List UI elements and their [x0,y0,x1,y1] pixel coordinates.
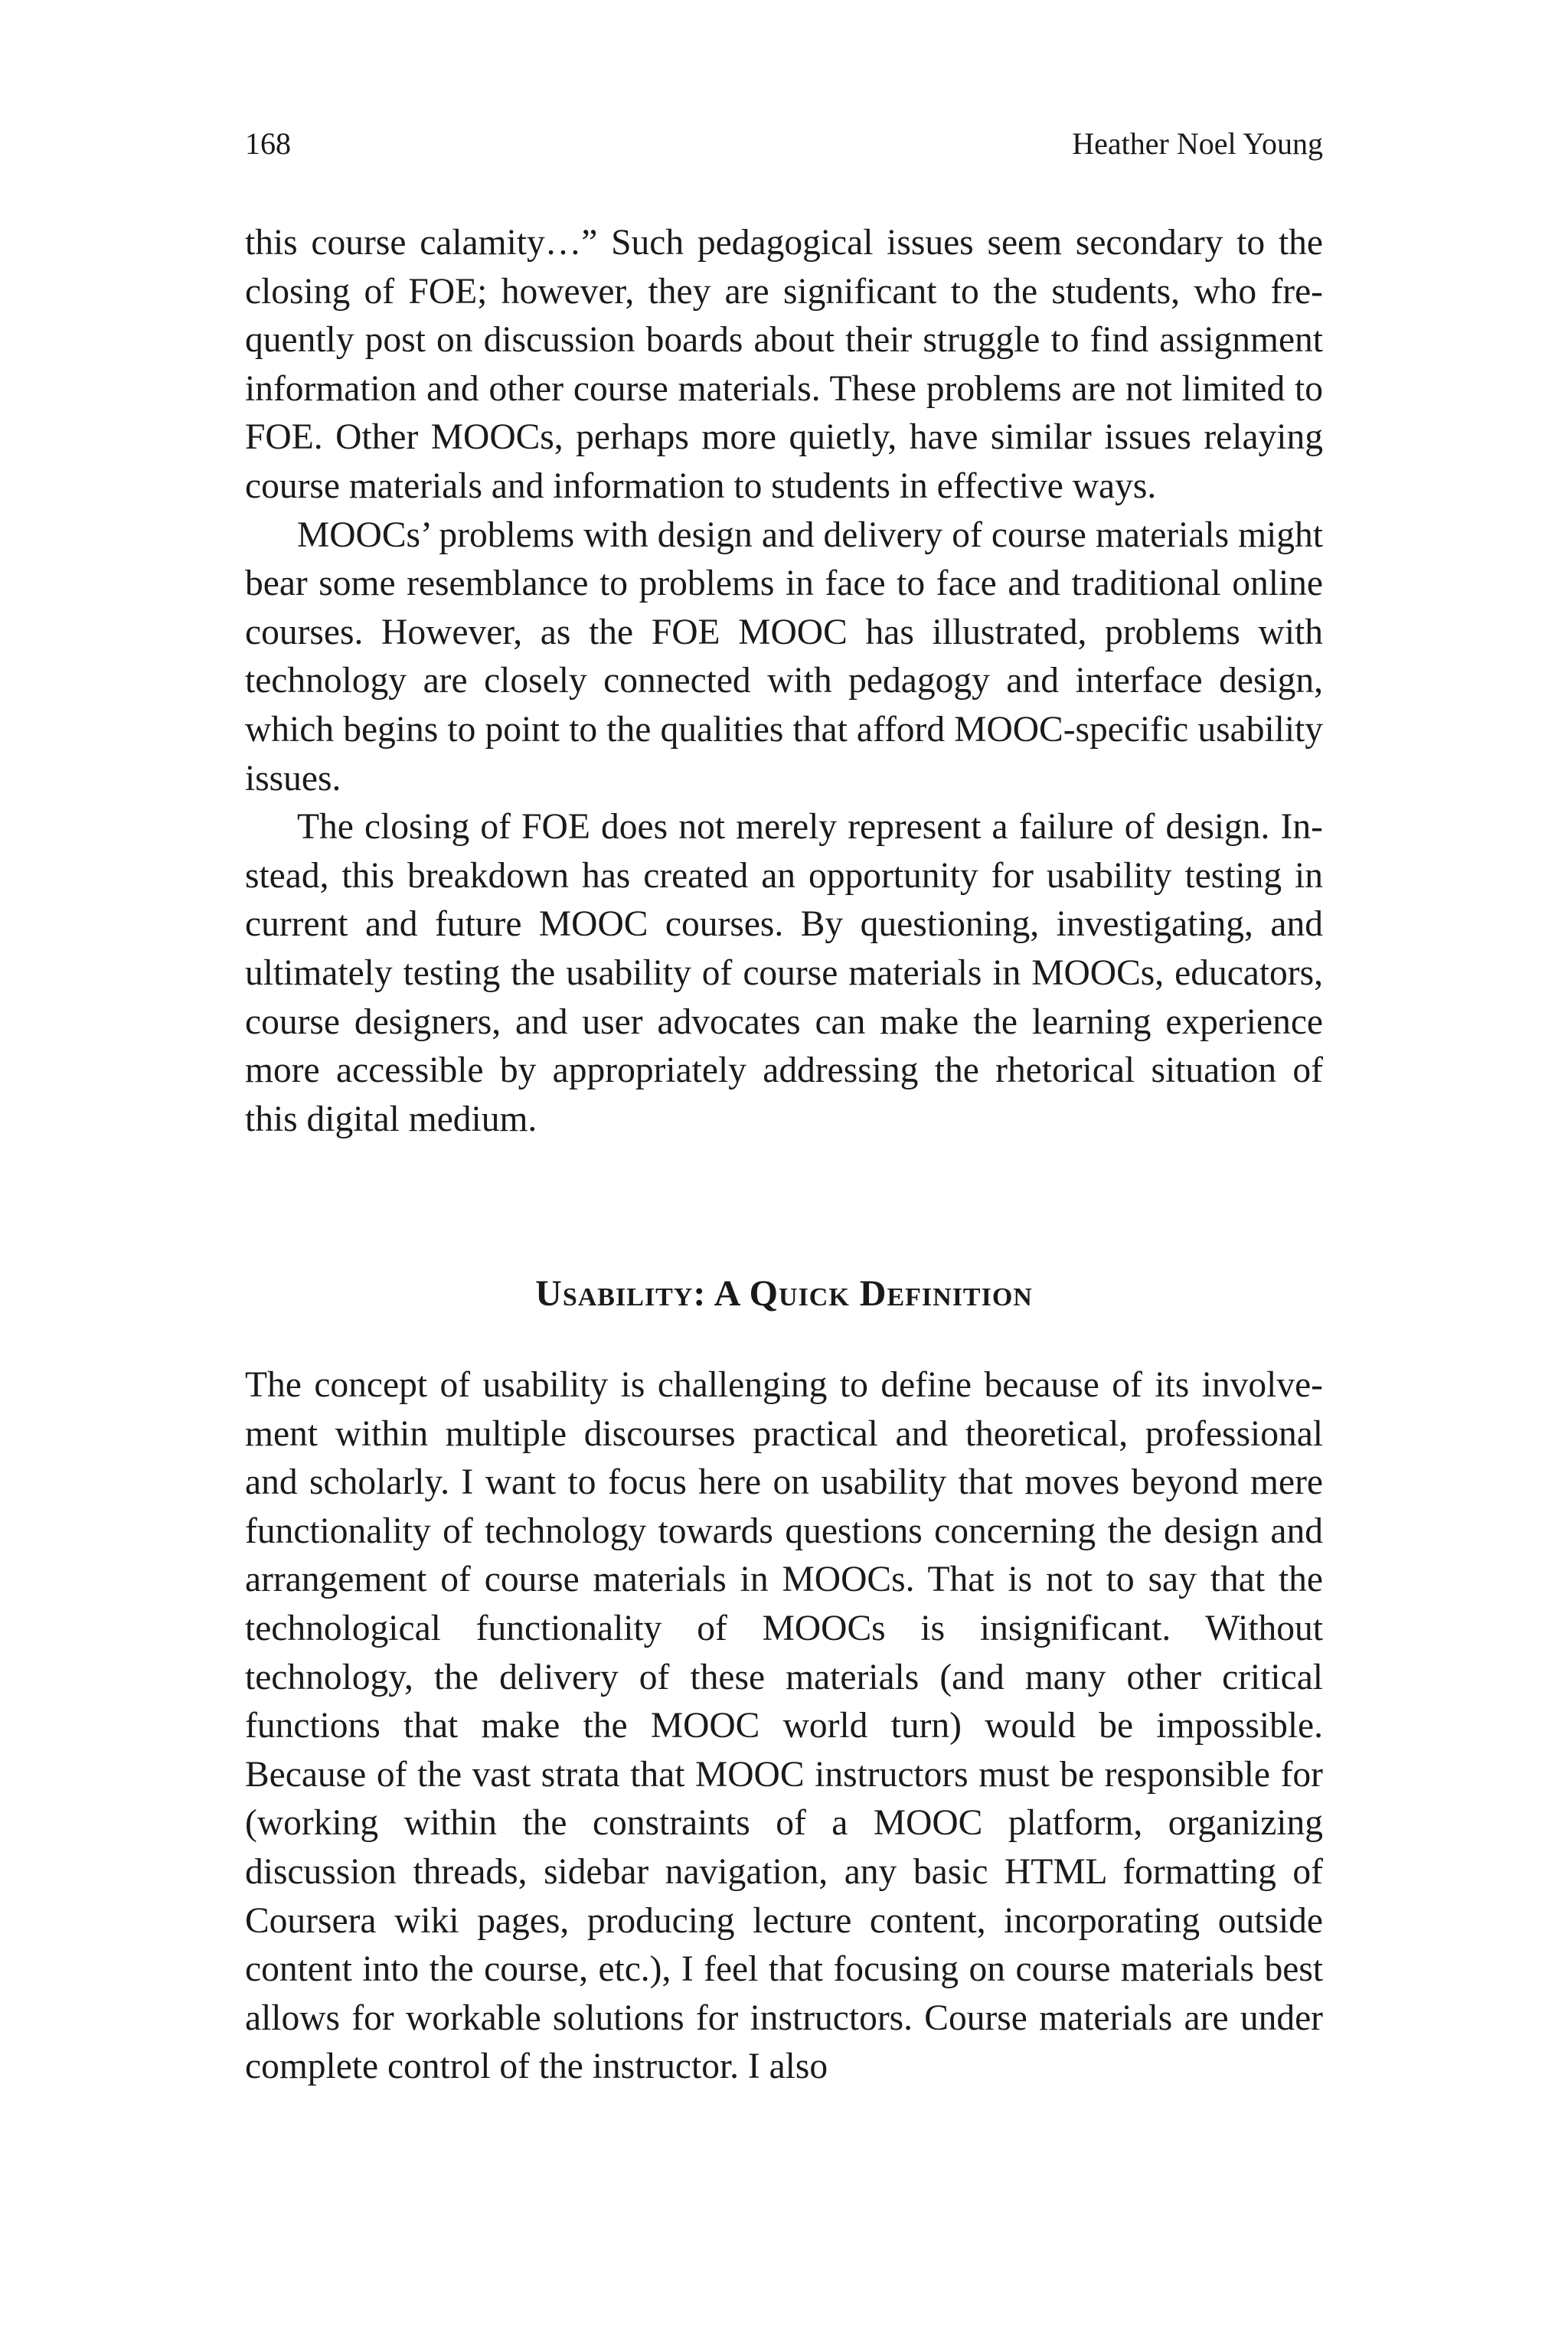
running-head-author: Heather Noel Young [1072,126,1323,161]
paragraph-continuation: this course calamity…” Such pedagogical issues seem secondary to the closing of FOE; however, they are significant to the students, who frequently post on discussion boards about their struggle to find assignment information and other course materials. These problems are not limited to FOE. Other MOOCs, perhaps more quietly, have similar issues relaying course materials and information to students in effective ways. [245,223,1323,506]
body-text-section-2 [245,1361,1323,2092]
paragraph-usability-definition: The concept of usability is challenging to define because of its involvement within multiple discourses practical and theoretical, professional and scholarly. I want to focus here on usability that moves beyond mere functionality of technology towards questions concerning the design and arrangement of course materials in MOOCs. That is not to say that the technological functionality of MOOCs is insignificant. Without technology, the delivery of these materials (and many other critical functions that make the MOOC world turn) would be impossible. Because of the vast strata that MOOC instructors must be responsible for (working within the constraints of a MOOC platform, organizing discussion threads, sidebar navigation, any basic HTML formatting of Coursera wiki pages, producing lecture content, incorporating outside content into the course, etc.), I feel that focusing on course materials best allows for workable solutions for instructors. Course materials are under complete control of the instructor. I also [245,1365,1323,2087]
page-number: 168 [245,126,291,161]
running-head [245,121,1323,167]
body-text-section-1 [245,219,1323,1144]
paragraph-closing-of-foe: The closing of FOE does not merely represent a failure of design. Instead, this breakdown has created an opportunity for usability testing in current and future MOOC courses. By questioning, investigating, and ultimately testing the usability of course materials in MOOCs, educators, course designers, and user advocates can make the learning experience more accessible by appropriately addressing the rhetorical situation of this digital medium. [245,807,1323,1139]
paragraph-mooc-problems: MOOCs’ problems with design and delivery of course materials might bear some resemblance to problems in face to face and traditional online courses. However, as the FOE MOOC has illustrated, problems with technology are closely connected with pedagogy and interface design, which begins to point to the qualities that afford MOOC-specific usability issues. [245,514,1323,799]
section-heading-usability: Usability: A Quick Definition [535,1273,1033,1314]
book-page [245,0,1323,2352]
